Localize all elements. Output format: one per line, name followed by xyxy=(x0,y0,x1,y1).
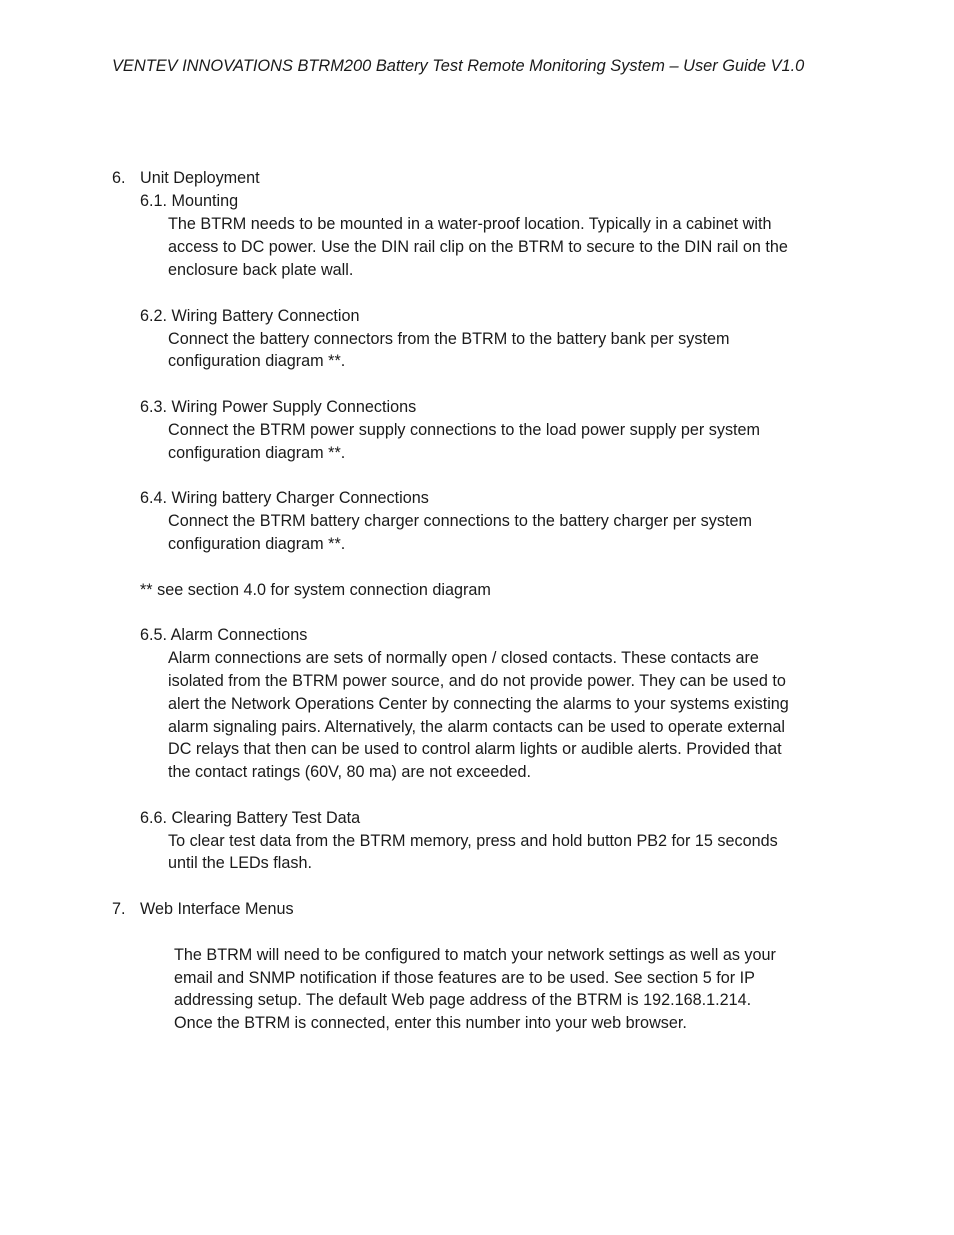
section-7-number: 7. xyxy=(112,900,126,918)
section-7-line: The BTRM will need to be configured to match your network settings as well as your xyxy=(174,946,776,964)
section-6-3-line: configuration diagram **. xyxy=(168,444,346,462)
section-6-4-line: configuration diagram **. xyxy=(168,535,346,553)
section-7-title: Web Interface Menus xyxy=(140,900,294,918)
section-6-3-line: Connect the BTRM power supply connections to the load power supply per system xyxy=(168,421,761,439)
section-6-5-line: Alarm connections are sets of normally open / closed contacts. These contacts are xyxy=(168,649,759,667)
section-6-1-line: enclosure back plate wall. xyxy=(168,261,354,279)
document-header: VENTEV INNOVATIONS BTRM200 Battery Test Remote Monitoring System – User Guide V1.0 xyxy=(112,57,805,75)
section-6-5-line: the contact ratings (60V, 80 ma) are not exceeded. xyxy=(168,763,531,781)
section-6-6-line: until the LEDs flash. xyxy=(168,854,312,872)
section-6-1-line: access to DC power. Use the DIN rail clip on the BTRM to secure to the DIN rail on the xyxy=(168,238,788,256)
section-6-4-heading: 6.4. Wiring battery Charger Connections xyxy=(140,489,429,507)
section-6-2-line: Connect the battery connectors from the BTRM to the battery bank per system xyxy=(168,330,730,348)
section-7-line: addressing setup. The default Web page address of the BTRM is 192.168.1.214. xyxy=(174,991,752,1009)
section-6-2-line: configuration diagram **. xyxy=(168,352,346,370)
section-7-line: email and SNMP notification if those features are to be used. See section 5 for IP xyxy=(174,969,755,987)
section-6-1-line: The BTRM needs to be mounted in a water-proof location. Typically in a cabinet with xyxy=(168,215,772,233)
section-6-1-heading: 6.1. Mounting xyxy=(140,192,239,210)
section-6-4-line: Connect the BTRM battery charger connections to the battery charger per system xyxy=(168,512,752,530)
section-6-title: Unit Deployment xyxy=(140,169,260,187)
section-6-5-heading: 6.5. Alarm Connections xyxy=(140,626,308,644)
section-6-3-heading: 6.3. Wiring Power Supply Connections xyxy=(140,398,417,416)
section-6-5-line: isolated from the BTRM power source, and do not provide power. They can be used to xyxy=(168,672,786,690)
section-6-5-line: alert the Network Operations Center by connecting the alarms to your systems existing xyxy=(168,695,789,713)
section-7-line: Once the BTRM is connected, enter this number into your web browser. xyxy=(174,1014,687,1032)
section-6-6-line: To clear test data from the BTRM memory, press and hold button PB2 for 15 seconds xyxy=(168,832,778,850)
section-6-6-heading: 6.6. Clearing Battery Test Data xyxy=(140,809,361,827)
section-6-2-heading: 6.2. Wiring Battery Connection xyxy=(140,307,360,325)
section-6-number: 6. xyxy=(112,169,126,187)
section-6-5-line: alarm signaling pairs. Alternatively, the alarm contacts can be used to operate external xyxy=(168,718,785,736)
section-6-5-line: DC relays that then can be used to control alarm lights or audible alerts. Provided that xyxy=(168,740,782,758)
connection-diagram-note: ** see section 4.0 for system connection diagram xyxy=(140,581,491,599)
